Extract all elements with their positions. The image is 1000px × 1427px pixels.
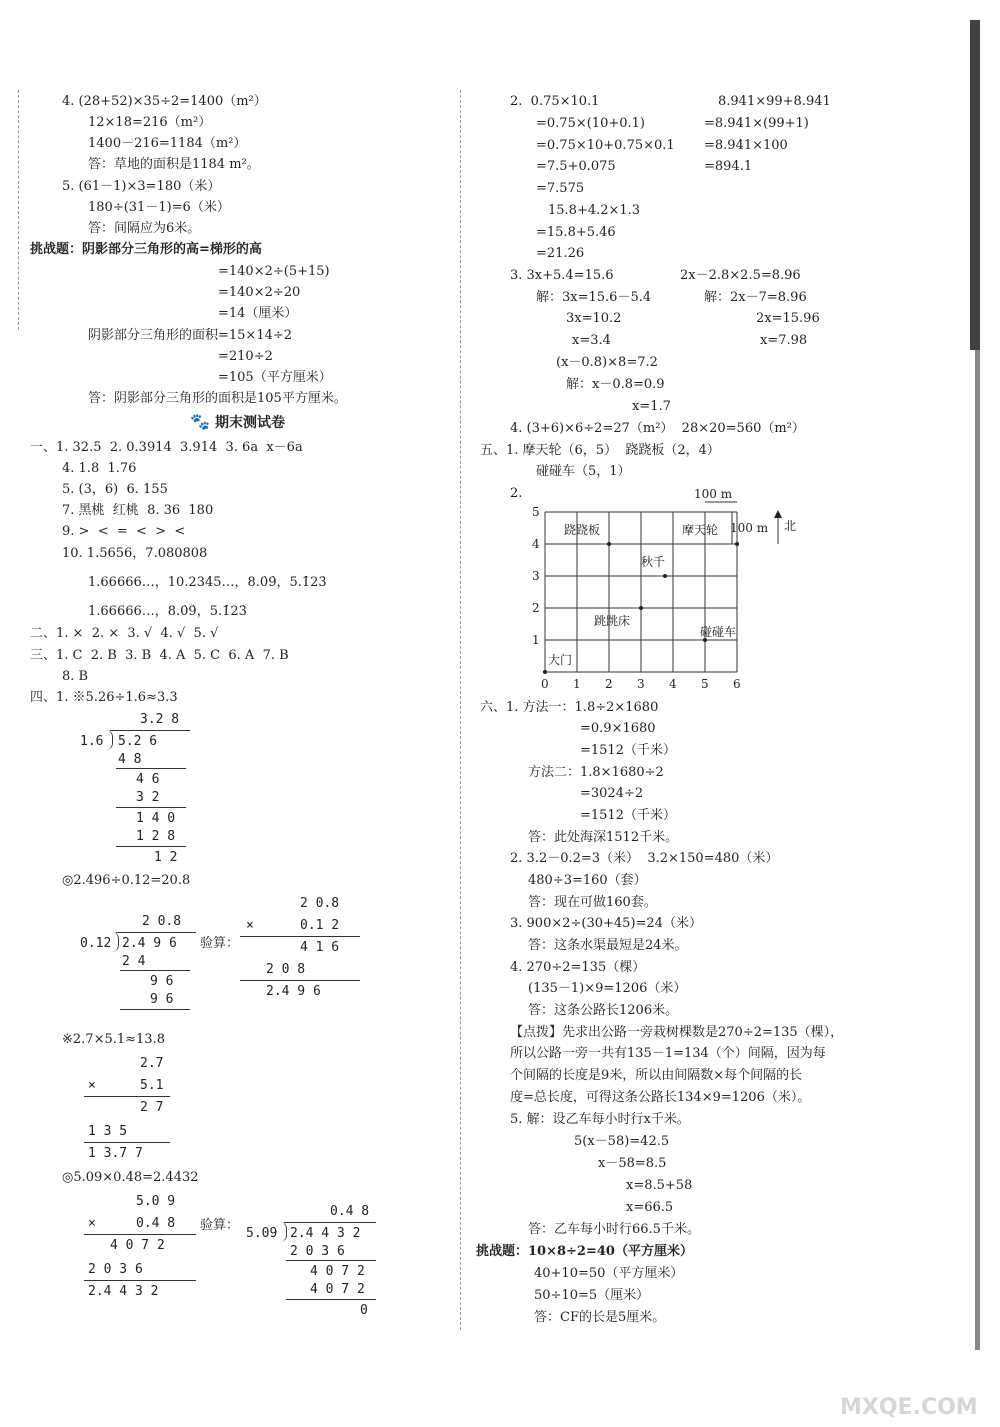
text-line: ※2.7×5.1≈13.8	[62, 1032, 165, 1047]
text-line: 六、1. 方法一：1.8÷2×1680	[480, 700, 659, 715]
step-rule	[116, 768, 186, 769]
text-line: ◎2.496÷0.12=20.8	[62, 873, 191, 888]
text-line: =0.75×10+0.75×0.1	[536, 138, 675, 153]
text-line: 15.8+4.2×1.3	[548, 203, 641, 218]
x-tick: 3	[637, 677, 645, 691]
text-line: 3. 900×2÷(30+45)=24（米）	[510, 916, 702, 931]
rule	[84, 1096, 170, 1097]
dividend: 5.2 6	[118, 734, 158, 749]
text-line: =0.75×(10+0.1)	[536, 116, 645, 131]
division-bar	[116, 932, 196, 933]
text-line: 2. 3.2－0.2=3（米） 3.2×150=480（米）	[510, 851, 779, 866]
north-label: 北	[784, 519, 797, 533]
text-line: x=8.5+58	[626, 1178, 693, 1193]
text-line: =21.26	[536, 246, 585, 261]
division-bar	[284, 1222, 376, 1223]
text-line: 40+10=50（平方厘米）	[534, 1266, 684, 1281]
row: 0.1 2	[300, 918, 340, 933]
text-line: 8. B	[62, 669, 89, 684]
divisor: 0.12	[80, 936, 112, 951]
remainder: 1 2	[154, 850, 178, 865]
text-line: 7. 黑桃 红桃 8. 36 180	[62, 503, 214, 518]
step: 4 0 7 2	[310, 1282, 365, 1297]
row: 2 0 3 6	[88, 1262, 143, 1277]
text-line: 2.	[510, 486, 523, 501]
step: 2 4	[122, 954, 146, 969]
label-bumper-car: 碰碰车	[700, 625, 737, 639]
divisor: 1.6	[80, 734, 104, 749]
step: 3 2	[136, 790, 160, 805]
point-swing	[663, 574, 667, 578]
text-line: 480÷3=160（套）	[528, 873, 647, 888]
row: 2 0.8	[300, 896, 340, 911]
text-line: 解：2x－7=8.96	[704, 290, 807, 305]
text-line: 5. (3，6) 6. 155	[62, 482, 168, 497]
row: 2.7	[140, 1056, 164, 1071]
text-line: =15.8+5.46	[536, 225, 616, 240]
text-line: 解：3x=15.6－5.4	[536, 290, 652, 305]
text-line: =0.9×1680	[580, 721, 656, 736]
point-trampoline	[639, 606, 643, 610]
step-rule	[116, 846, 186, 847]
x-tick: 6	[733, 677, 741, 691]
text-line: =1512（千米）	[580, 808, 676, 823]
text-line: 9. > < = < > <	[62, 524, 186, 539]
y-tick: 3	[532, 569, 540, 583]
text-line: 一、1. 32.5 2. 0.3914 3.914 3. 6a x－6a	[30, 440, 303, 455]
hint-line: 所以公路一旁一共有135－1=134（个）间隔，因为每	[510, 1046, 826, 1061]
x-tick: 2	[605, 677, 613, 691]
answer-line: 答：这条水渠最短是24米。	[528, 938, 688, 953]
answer-line: 答：此处海深1512千米。	[528, 830, 679, 845]
scan-edge-lower	[975, 350, 980, 1350]
challenge-heading: 挑战题：阴影部分三角形的高=梯形的高	[30, 242, 262, 257]
rule	[84, 1142, 170, 1143]
x-tick: 5	[701, 677, 709, 691]
text-line: 4. (3+6)×6÷2=27（m²） 28×20=560（m²）	[510, 421, 805, 436]
label-swing: 秋千	[641, 555, 666, 569]
times-sign: ×	[88, 1078, 96, 1093]
section-title: 期末测试卷	[215, 415, 285, 431]
step: 4 0 7 2	[310, 1264, 365, 1279]
y-tick: 1	[532, 633, 540, 647]
text-line: =3024÷2	[580, 786, 644, 801]
x-tick: 1	[573, 677, 581, 691]
text-line: 4. 270÷2=135（棵）	[510, 960, 646, 975]
text-line: =140×2÷(5+15)	[218, 264, 330, 279]
step: 1 4 0	[136, 811, 176, 826]
hint-line: 度=总长度，可得这条公路长134×9=1206（米）。	[510, 1090, 811, 1105]
y-tick: 4	[532, 537, 540, 551]
quotient: 3.2 8	[140, 712, 180, 727]
text-line: x－58=8.5	[598, 1156, 667, 1171]
text-line: 方法二：1.8×1680÷2	[528, 765, 664, 780]
rule	[84, 1234, 196, 1235]
text-line: 180÷(31－1)=6（米）	[88, 200, 230, 215]
hint-line: 个间隔的长度是9米，所以由间隔数×每个间隔的长	[510, 1068, 803, 1083]
step: 2 0 3 6	[290, 1244, 345, 1259]
answer-line: 答：间隔应为6米。	[88, 221, 201, 236]
text-line: 5(x－58)=42.5	[574, 1134, 670, 1149]
text-line: =140×2÷20	[218, 285, 301, 300]
text-line: 2x=15.96	[756, 311, 820, 326]
division-bracket	[112, 932, 119, 952]
y-tick: 2	[532, 601, 540, 615]
text-line: 12×18=216（m²）	[88, 115, 212, 130]
point-seesaw	[607, 542, 611, 546]
text-line: =210÷2	[218, 349, 273, 364]
quotient: 0.4 8	[330, 1204, 370, 1219]
text-line: x=1.7	[632, 399, 671, 414]
point-gate	[543, 670, 547, 674]
text-line: 阴影部分三角形的面积=15×14÷2	[88, 328, 293, 343]
dividend: 2.4 9 6	[122, 936, 177, 951]
text-line: 2. 0.75×10.1	[510, 94, 600, 109]
row: 2.4 9 6	[266, 984, 321, 999]
step-rule	[120, 1009, 190, 1010]
check-label: 验算：	[200, 1218, 240, 1233]
text-line: =14（厘米）	[218, 306, 298, 321]
times-sign: ×	[246, 918, 254, 933]
paw-icon: 🐾	[190, 412, 210, 431]
label-ferris-wheel: 摩天轮	[682, 523, 719, 537]
point-ferris-wheel	[735, 542, 739, 546]
text-line: x=7.98	[760, 333, 808, 348]
text-line: 10. 1.5656，7.080808	[62, 546, 208, 561]
text-line: 3x=10.2	[566, 311, 622, 326]
text-line: 二、1. × 2. × 3. √ 4. √ 5. √	[30, 626, 219, 641]
text-line: x=3.4	[572, 333, 611, 348]
text-line: 2x－2.8×2.5=8.96	[680, 268, 801, 283]
step-rule	[116, 807, 186, 808]
text-line: 解：x－0.8=0.9	[566, 377, 665, 392]
answer-line: 答：草地的面积是1184 m²。	[88, 157, 260, 172]
row: 2 7	[140, 1100, 164, 1115]
scan-edge	[970, 20, 980, 350]
scale-h-label: 100 m	[694, 487, 733, 501]
text-line: 碰碰车（5，1）	[536, 464, 631, 479]
text-line: 五、1. 摩天轮（6，5） 跷跷板（2，4）	[480, 443, 720, 458]
rule	[84, 1280, 196, 1281]
x-tick: 0	[541, 677, 549, 691]
text-line: 4. (28+52)×35÷2=1400（m²）	[62, 94, 267, 109]
text-line: =7.5+0.075	[536, 159, 616, 174]
division-bracket	[106, 730, 113, 750]
row: 1 3.7 7	[88, 1146, 143, 1161]
scale-v-label: 100 m	[730, 521, 769, 535]
text-line: ◎5.09×0.48=2.4432	[62, 1170, 199, 1185]
row: 4 1 6	[300, 940, 340, 955]
text-line: 三、1. C 2. B 3. B 4. A 5. C 6. A 7. B	[30, 648, 289, 663]
step: 1 2 8	[136, 829, 176, 844]
row: 2 0 8	[266, 962, 306, 977]
x-tick: 4	[669, 677, 677, 691]
step-rule	[120, 970, 190, 971]
remainder: 0	[360, 1303, 368, 1318]
text-line: (x－0.8)×8=7.2	[556, 355, 658, 370]
step-rule	[286, 1299, 376, 1300]
text-line: 四、1. ※5.26÷1.6≈3.3	[30, 690, 178, 705]
step: 4 8	[118, 752, 142, 767]
row: 4 0 7 2	[110, 1238, 165, 1253]
step: 9 6	[150, 992, 174, 1007]
answer-line: 答：乙车每小时行66.5千米。	[528, 1222, 700, 1237]
dividend: 2.4 4 3 2	[290, 1226, 361, 1241]
row: 0.4 8	[136, 1216, 176, 1231]
text-line: 4. 1.8 1.76	[62, 461, 137, 476]
answer-line: 答：阴影部分三角形的面积是105平方厘米。	[88, 391, 347, 406]
challenge-line: 挑战题：10×8÷2=40（平方厘米）	[476, 1244, 693, 1259]
watermark: MXQE.COM	[840, 1395, 978, 1420]
text-line: =1512（千米）	[580, 743, 676, 758]
north-arrow-head	[774, 510, 782, 518]
times-sign: ×	[88, 1216, 96, 1231]
step: 4 6	[136, 772, 160, 787]
label-gate: 大门	[548, 653, 573, 667]
text-line: 3. 3x+5.4=15.6	[510, 268, 614, 283]
text-line: =894.1	[704, 159, 753, 174]
text-line: 1400－216=1184（m²）	[88, 136, 247, 151]
row: 2.4 4 3 2	[88, 1284, 159, 1299]
text-line: 5. (61－1)×3=180（米）	[62, 179, 221, 194]
hint-line: 【点拨】先求出公路一旁栽树棵数是270÷2=135（棵），	[510, 1025, 844, 1040]
text-line: =8.941×(99+1)	[704, 116, 809, 131]
text-line: 50÷10=5（厘米）	[534, 1288, 650, 1303]
text-line: 1.66666…，10.2345…，8.0̇9̇，5.1̇23̇	[88, 575, 327, 590]
divisor: 5.09	[246, 1226, 278, 1241]
text-line: =7.575	[536, 181, 585, 196]
label-trampoline: 跳跳床	[594, 614, 631, 628]
step: 9 6	[150, 974, 174, 989]
division-bar	[110, 730, 190, 731]
rule	[240, 936, 360, 937]
row: 1 3 5	[88, 1124, 128, 1139]
text-line: (135－1)×9=1206（米）	[528, 981, 687, 996]
label-seesaw: 跷跷板	[564, 523, 601, 537]
check-label: 验算：	[200, 936, 240, 951]
text-line: 8.941×99+8.941	[718, 94, 831, 109]
column-divider	[460, 90, 461, 1330]
text-line: x=66.5	[626, 1200, 674, 1215]
division-bracket	[280, 1222, 287, 1242]
answer-line: 答：现在可做160套。	[528, 895, 657, 910]
text-line: 5. 解：设乙车每小时行x千米。	[510, 1112, 690, 1127]
y-tick: 5	[532, 505, 540, 519]
text-line: =105（平方厘米）	[218, 370, 332, 385]
left-margin-line	[18, 90, 19, 330]
text-line: 1.66666…，8.0̇9̇，5.1̇23̇	[88, 604, 247, 619]
row: 5.1	[140, 1078, 164, 1093]
rule	[240, 980, 360, 981]
row: 5.0 9	[136, 1194, 176, 1209]
answer-line: 答：这条公路长1206米。	[528, 1003, 679, 1018]
answer-line: 答：CF的长是5厘米。	[534, 1310, 666, 1325]
quotient: 2 0.8	[142, 914, 182, 929]
step-rule	[286, 1260, 376, 1261]
text-line: =8.941×100	[704, 138, 788, 153]
park-map	[520, 484, 820, 694]
